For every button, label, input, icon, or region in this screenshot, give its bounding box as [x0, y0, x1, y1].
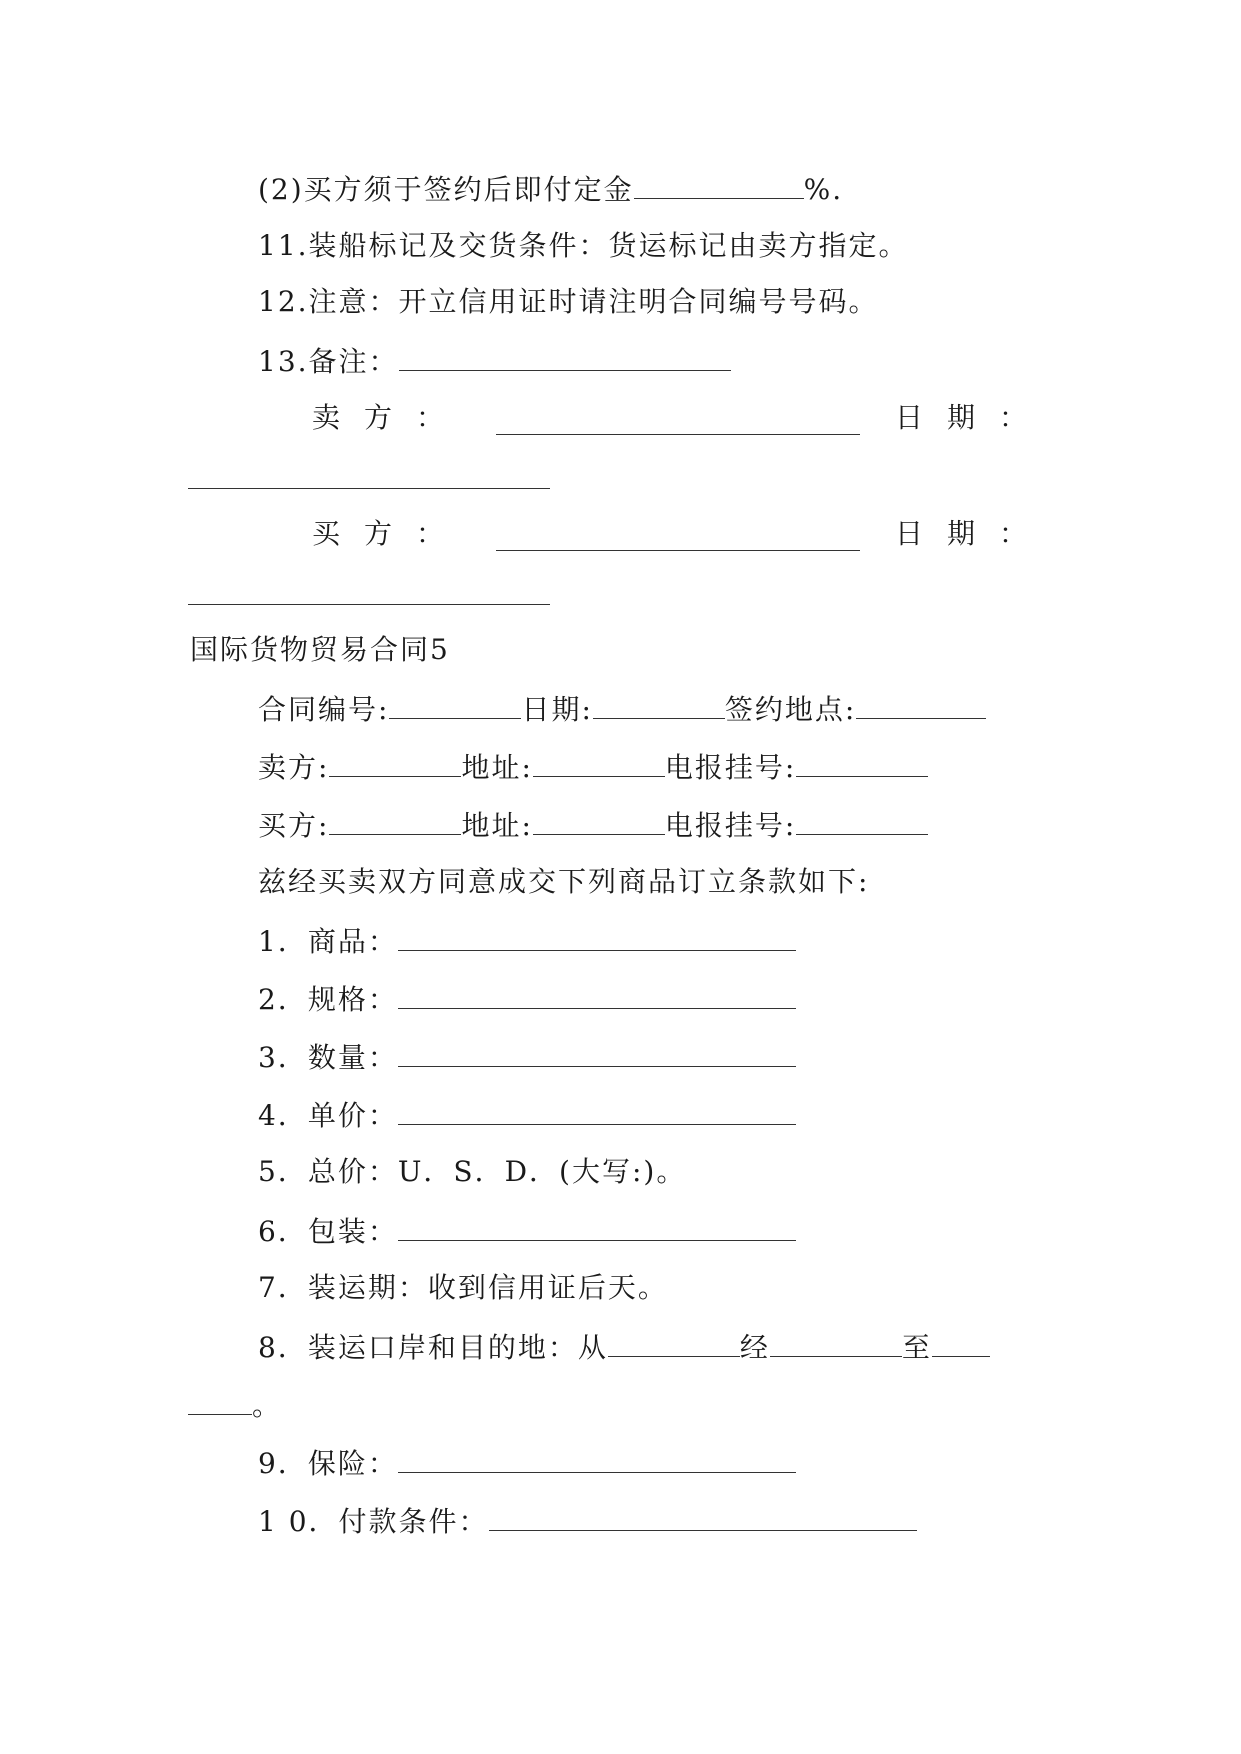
item-10-label: 1 0．付款条件： [258, 1505, 489, 1538]
port-to-blank-b[interactable] [188, 1384, 252, 1415]
item-8-to: 至 [901, 1331, 932, 1364]
sign-place-blank[interactable] [856, 688, 986, 719]
item-6 [258, 1210, 796, 1252]
item-3 [258, 1036, 796, 1078]
quantity-blank[interactable] [398, 1036, 796, 1067]
item-1 [258, 920, 796, 962]
seller-cable-blank[interactable] [796, 746, 928, 777]
header-date-label: 日期: [521, 693, 593, 726]
seller-cable-label: 电报挂号: [664, 751, 797, 784]
contract-title: 国际货物贸易合同5 [190, 633, 450, 666]
commodity-blank[interactable] [398, 920, 796, 951]
item-13 [258, 340, 731, 382]
seller-address-blank[interactable] [533, 746, 665, 777]
deposit-text: (2)买方须于签约后即付定金 [258, 173, 634, 206]
packing-blank[interactable] [398, 1210, 796, 1241]
deposit-blank[interactable] [634, 168, 804, 199]
deposit-suffix: %. [803, 173, 844, 206]
seller-sign-label: 卖方： [312, 401, 469, 434]
item-11: 11.装船标记及交货条件：货运标记由卖方指定。 [258, 229, 909, 262]
buyer-cable-blank[interactable] [796, 804, 928, 835]
item-10 [258, 1500, 917, 1542]
deposit-clause [258, 168, 843, 210]
item-5: 5．总价：U．S．D．(大写:)。 [258, 1155, 687, 1188]
port-via-blank[interactable] [770, 1326, 902, 1357]
item-9-label: 9．保险： [258, 1447, 398, 1480]
contract-no-label: 合同编号: [258, 693, 390, 726]
remarks-blank[interactable] [399, 340, 731, 371]
item-2 [258, 978, 796, 1020]
port-to-blank-a[interactable] [932, 1326, 990, 1357]
buyer-address-blank[interactable] [533, 804, 665, 835]
item-8-continuation [188, 1384, 282, 1426]
seller-date-text: 日期： [895, 401, 1052, 434]
buyer-cable-label: 电报挂号: [664, 809, 797, 842]
item-6-label: 6．包装： [258, 1215, 398, 1248]
port-from-blank[interactable] [608, 1326, 740, 1357]
item-8 [258, 1326, 990, 1368]
item-8-label: 8．装运口岸和目的地：从 [258, 1331, 608, 1364]
seller-date-label [895, 398, 1051, 438]
buyer-row [258, 804, 928, 846]
buyer-address-label: 地址: [461, 809, 533, 842]
item-8-end: 。 [252, 1389, 283, 1422]
contract-no-blank[interactable] [389, 688, 521, 719]
item-7: 7．装运期：收到信用证后天。 [258, 1271, 668, 1304]
header-row [258, 688, 986, 730]
item-4 [258, 1094, 796, 1136]
buyer-date-text: 日期： [895, 517, 1052, 550]
buyer-sign-label: 买方： [312, 517, 469, 550]
item-2-label: 2．规格： [258, 983, 398, 1016]
item-1-label: 1．商品： [258, 925, 398, 958]
seller-label: 卖方: [258, 751, 330, 784]
seller-signature-row [312, 398, 468, 438]
buyer-name-blank[interactable] [329, 804, 461, 835]
buyer-label: 买方: [258, 809, 330, 842]
seller-date-blank[interactable] [188, 458, 550, 489]
item-4-label: 4．单价： [258, 1099, 398, 1132]
buyer-sign-blank[interactable] [496, 520, 860, 551]
seller-row [258, 746, 928, 788]
buyer-date-label [895, 514, 1051, 554]
payment-terms-blank[interactable] [489, 1500, 917, 1531]
header-date-blank[interactable] [593, 688, 725, 719]
intro-text: 兹经买卖双方同意成交下列商品订立条款如下: [258, 865, 870, 898]
item-3-label: 3．数量： [258, 1041, 398, 1074]
item-13-label: 13.备注： [258, 345, 399, 378]
seller-address-label: 地址: [461, 751, 533, 784]
sign-place-label: 签约地点: [724, 693, 857, 726]
item-8-via: 经 [739, 1331, 770, 1364]
item-9 [258, 1442, 796, 1484]
insurance-blank[interactable] [398, 1442, 796, 1473]
specification-blank[interactable] [398, 978, 796, 1009]
item-12: 12.注意：开立信用证时请注明合同编号号码。 [258, 285, 879, 318]
buyer-signature-row [312, 514, 468, 554]
unit-price-blank[interactable] [398, 1094, 796, 1125]
seller-name-blank[interactable] [329, 746, 461, 777]
seller-sign-blank[interactable] [496, 404, 860, 435]
buyer-date-blank[interactable] [188, 574, 550, 605]
